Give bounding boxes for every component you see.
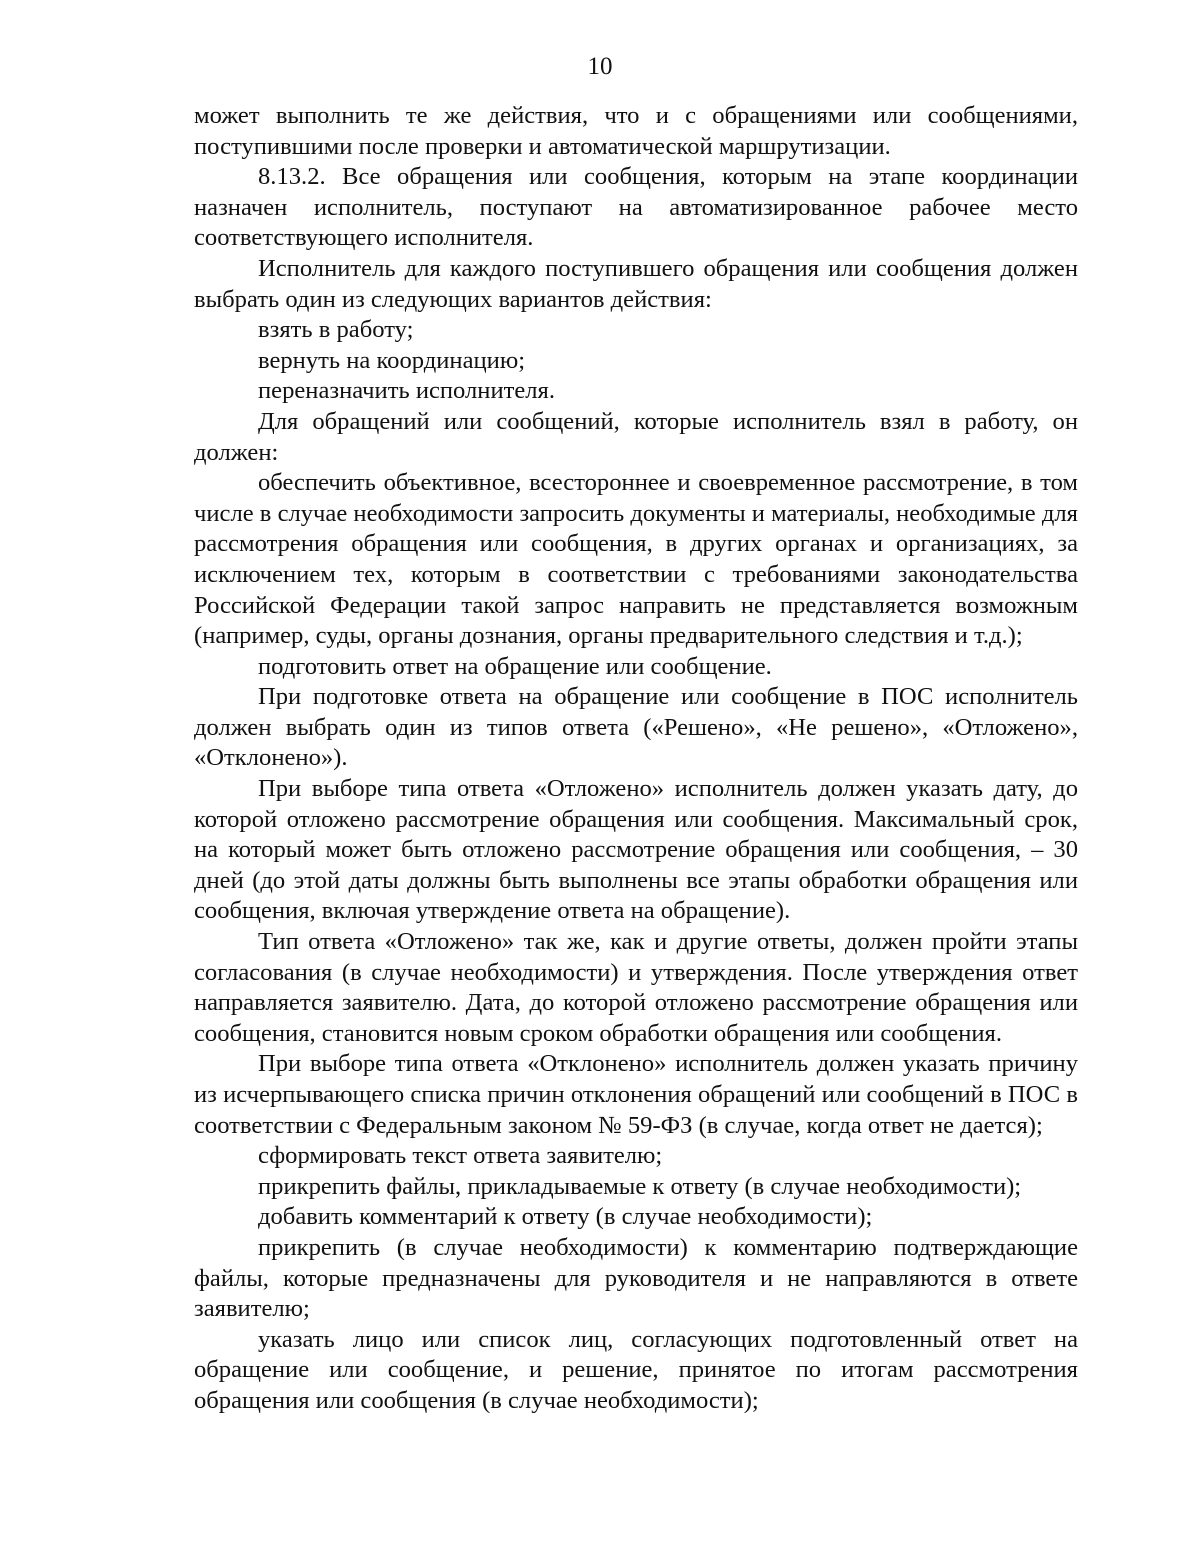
paragraph-rejected: При выборе типа ответа «Отклонено» исполнитель должен указать причину из исчерпывающего списка причин отклонения обращений или сообщений в ПОС в соответствии с Федеральным законом № 59-ФЗ (в случае, когда ответ не дается); (194, 1050, 1078, 1139)
paragraph-executor-options: Исполнитель для каждого поступившего обращения или сообщения должен выбрать один из следующих вариантов действия: (194, 254, 1078, 313)
paragraph-continuation: может выполнить те же действия, что и с обращениями или сообщениями, поступившими после проверки и автоматической маршрутизации. (194, 102, 1078, 160)
paragraph-executor-duties: Для обращений или сообщений, которые исполнитель взял в работу, он должен: (194, 407, 1078, 466)
list-item-reassign-executor: переназначить исполнителя. (258, 377, 556, 405)
list-item-attach-comment-files: прикрепить (в случае необходимости) к комментарию подтверждающие файлы, которые предназначены для руководителя и не направляются в ответе заявителю; (194, 1233, 1078, 1323)
paragraph-postponed: При выборе типа ответа «Отложено» исполнитель должен указать дату, до которой отложено рассмотрение обращения или сообщения. Максимальный срок, на который может быть отложено рассмотрение обращения или сообщения, – 30 дней (до этой даты должны быть выполнены все этапы обработки обращения или сообщения, включая утверждение ответа на обращение). (194, 775, 1078, 925)
list-item-add-comment: добавить комментарий к ответу (в случае необходимости); (258, 1203, 873, 1231)
paragraph-section-8-13-2: 8.13.2. Все обращения или сообщения, которым на этапе координации назначен исполнитель, поступают на автоматизированное рабочее место соответствующего исполнителя. (194, 163, 1078, 252)
list-item-return-to-coordination: вернуть на координацию; (258, 346, 526, 374)
list-item-ensure-review: обеспечить объективное, всестороннее и своевременное рассмотрение, в том числе в случае необходимости запросить документы и материалы, необходимые для рассмотрения обращения или сообщения, в других органах и организациях, за исключением тех, которым в соответствии с требованиями законодательства Российской Федерации такой запрос направить не представляется возможным (например, суды, органы дознания, органы предварительного следствия и т.д.); (194, 469, 1078, 650)
list-item-attach-files: прикрепить файлы, прикладываемые к ответу (в случае необходимости); (258, 1172, 1022, 1200)
page-number: 10 (587, 53, 613, 80)
paragraph-postponed-approval: Тип ответа «Отложено» так же, как и другие ответы, должен пройти этапы согласования (в случае необходимости) и утверждения. После утверждения ответ направляется заявителю. Дата, до которой отложено рассмотрение обращения или сообщения, становится новым сроком обработки обращения или сообщения. (194, 928, 1078, 1047)
list-item-prepare-answer: подготовить ответ на обращение или сообщение. (258, 652, 772, 680)
document-body (194, 101, 1078, 1417)
list-item-specify-approvers: указать лицо или список лиц, согласующих подготовленный ответ на обращение или сообщение, и решение, принятое по итогам рассмотрения обращения или сообщения (в случае необходимости); (194, 1325, 1078, 1414)
list-item-take-to-work: взять в работу; (258, 316, 414, 344)
list-item-form-answer-text: сформировать текст ответа заявителю; (258, 1142, 663, 1170)
paragraph-answer-types: При подготовке ответа на обращение или сообщение в ПОС исполнитель должен выбрать один из типов ответа («Решено», «Не решено», «Отложено», «Отклонено»). (194, 683, 1078, 772)
